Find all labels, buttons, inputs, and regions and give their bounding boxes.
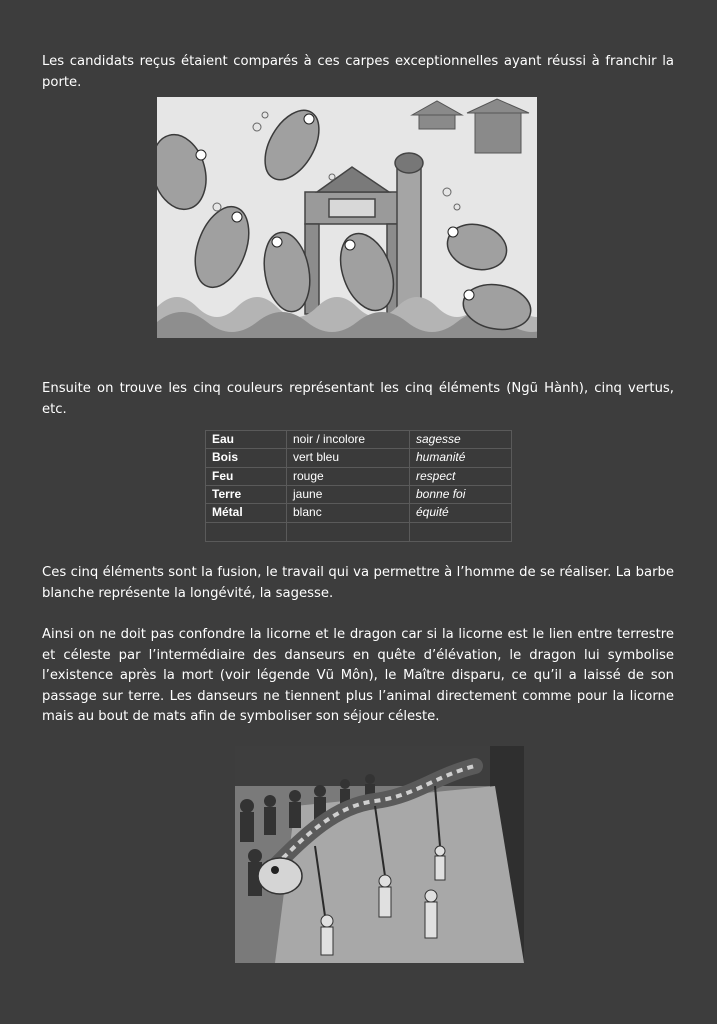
virtue-cell: sagesse	[410, 431, 512, 449]
paragraph-unicorn-dragon: Ainsi on ne doit pas confondre la licorne et le dragon car si la licorne est le lien entre terrestre et céleste par l’intermédiaire des danseurs en quête d’élévation, le dragon lui symbolise l’existence après la mort (voir légende Vũ Môn), le Maître disparu, ce qu’il a laissé de son passage sur terre. Les danseurs ne tiennent plus l’animal directement comme pour la licorne mais au bout de mats afin de symboliser son séjour céleste.	[42, 627, 674, 724]
color-cell: noir / incolore	[287, 431, 410, 449]
virtue-cell	[410, 522, 512, 541]
element-cell	[206, 522, 287, 541]
element-cell: Feu	[206, 467, 287, 485]
virtue-cell: humanité	[410, 449, 512, 467]
table-row-empty	[206, 522, 512, 541]
five-elements-table	[205, 430, 512, 542]
color-cell: rouge	[287, 467, 410, 485]
paragraph-fusion: Ces cinq éléments sont la fusion, le travail qui va permettre à l’homme de se réaliser. La barbe blanche représente la longévité, la sagesse.	[42, 565, 674, 601]
table-row	[206, 449, 512, 467]
virtue-cell: respect	[410, 467, 512, 485]
carp-illustration-image	[157, 97, 537, 338]
element-cell: Métal	[206, 504, 287, 522]
table-row	[206, 485, 512, 503]
table-row	[206, 431, 512, 449]
color-cell: blanc	[287, 504, 410, 522]
color-cell	[287, 522, 410, 541]
color-cell: jaune	[287, 485, 410, 503]
table-row	[206, 504, 512, 522]
dragon-dance-photo-image	[235, 746, 524, 963]
virtue-cell: équité	[410, 504, 512, 522]
virtue-cell: bonne foi	[410, 485, 512, 503]
element-cell: Bois	[206, 449, 287, 467]
color-cell: vert bleu	[287, 449, 410, 467]
element-cell: Terre	[206, 485, 287, 503]
element-cell: Eau	[206, 431, 287, 449]
paragraph-five-colors: Ensuite on trouve les cinq couleurs représentant les cinq éléments (Ngũ Hành), cinq vertus, etc.	[42, 381, 674, 417]
table-row	[206, 467, 512, 485]
paragraph-carps: Les candidats reçus étaient comparés à ces carpes exceptionnelles ayant réussi à franchir la porte.	[42, 54, 674, 90]
